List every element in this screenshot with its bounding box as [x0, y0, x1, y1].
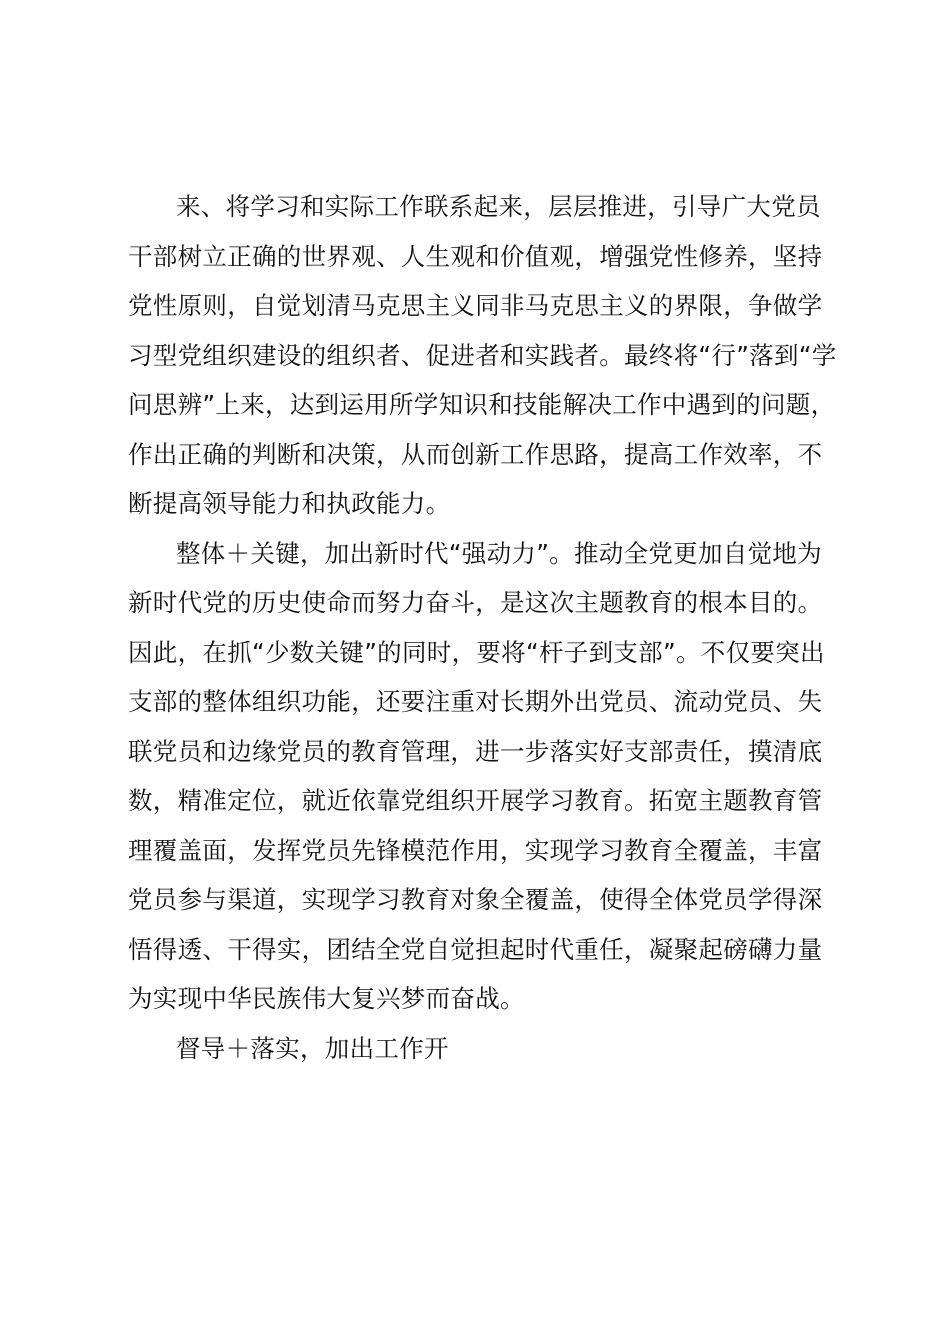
paragraph-line: 党员参与渠道，实现学习教育对象全覆盖，使得全体党员学得深 [128, 885, 823, 914]
paragraph-line: 数，精准定位，就近依靠党组织开展学习教育。拓宽主题教育管 [128, 786, 823, 815]
paragraph-line: 干部树立正确的世界观、人生观和价值观，增强党性修养，坚持 [128, 241, 823, 271]
paragraph-line: 来、将学习和实际工作联系起来，层层推进，引导广大党员 [176, 192, 821, 221]
paragraph-1 [128, 182, 848, 529]
paragraph-line: 悟得透、干得实，团结全党自觉担起时代重任，凝聚起磅礴力量 [128, 934, 823, 964]
paragraph-line: 作出正确的判断和决策，从而创新工作思路，提高工作效率，不 [128, 439, 823, 469]
paragraph-line: 支部的整体组织功能，还要注重对长期外出党员、流动党员、失 [128, 687, 823, 716]
paragraph-line: 问思辨”上来，达到运用所学知识和技能解决工作中遇到的问题， [128, 390, 836, 419]
paragraph-line: 理覆盖面，发挥党员先锋模范作用，实现学习教育全覆盖，丰富 [128, 835, 823, 865]
paragraph-line: 断提高领导能力和执政能力。 [128, 489, 451, 518]
paragraph-line: 联党员和边缘党员的教育管理，进一步落实好支部责任，摸清底 [128, 736, 823, 766]
paragraph-line: 新时代党的历史使命而努力奋斗，是这次主题教育的根本目的。 [128, 588, 823, 617]
paragraph-line: 习型党组织建设的组织者、促进者和实践者。最终将“行”落到“学 [128, 340, 837, 370]
document-body [128, 182, 848, 1073]
paragraph-line: 督导＋落实，加出工作开 [176, 1033, 449, 1063]
paragraph-line: 党性原则，自觉划清马克思主义同非马克思主义的界限，争做学 [128, 291, 823, 320]
paragraph-line: 为实现中华民族伟大复兴梦而奋战。 [128, 984, 525, 1013]
paragraph-line: 整体＋关键，加出新时代“强动力”。推动全党更加自觉地为 [176, 538, 822, 568]
paragraph-3 [128, 1024, 848, 1074]
paragraph-2 [128, 529, 848, 1024]
paragraph-line: 因此，在抓“少数关键”的同时，要将“杆子到支部”。不仅要突出 [128, 637, 825, 667]
